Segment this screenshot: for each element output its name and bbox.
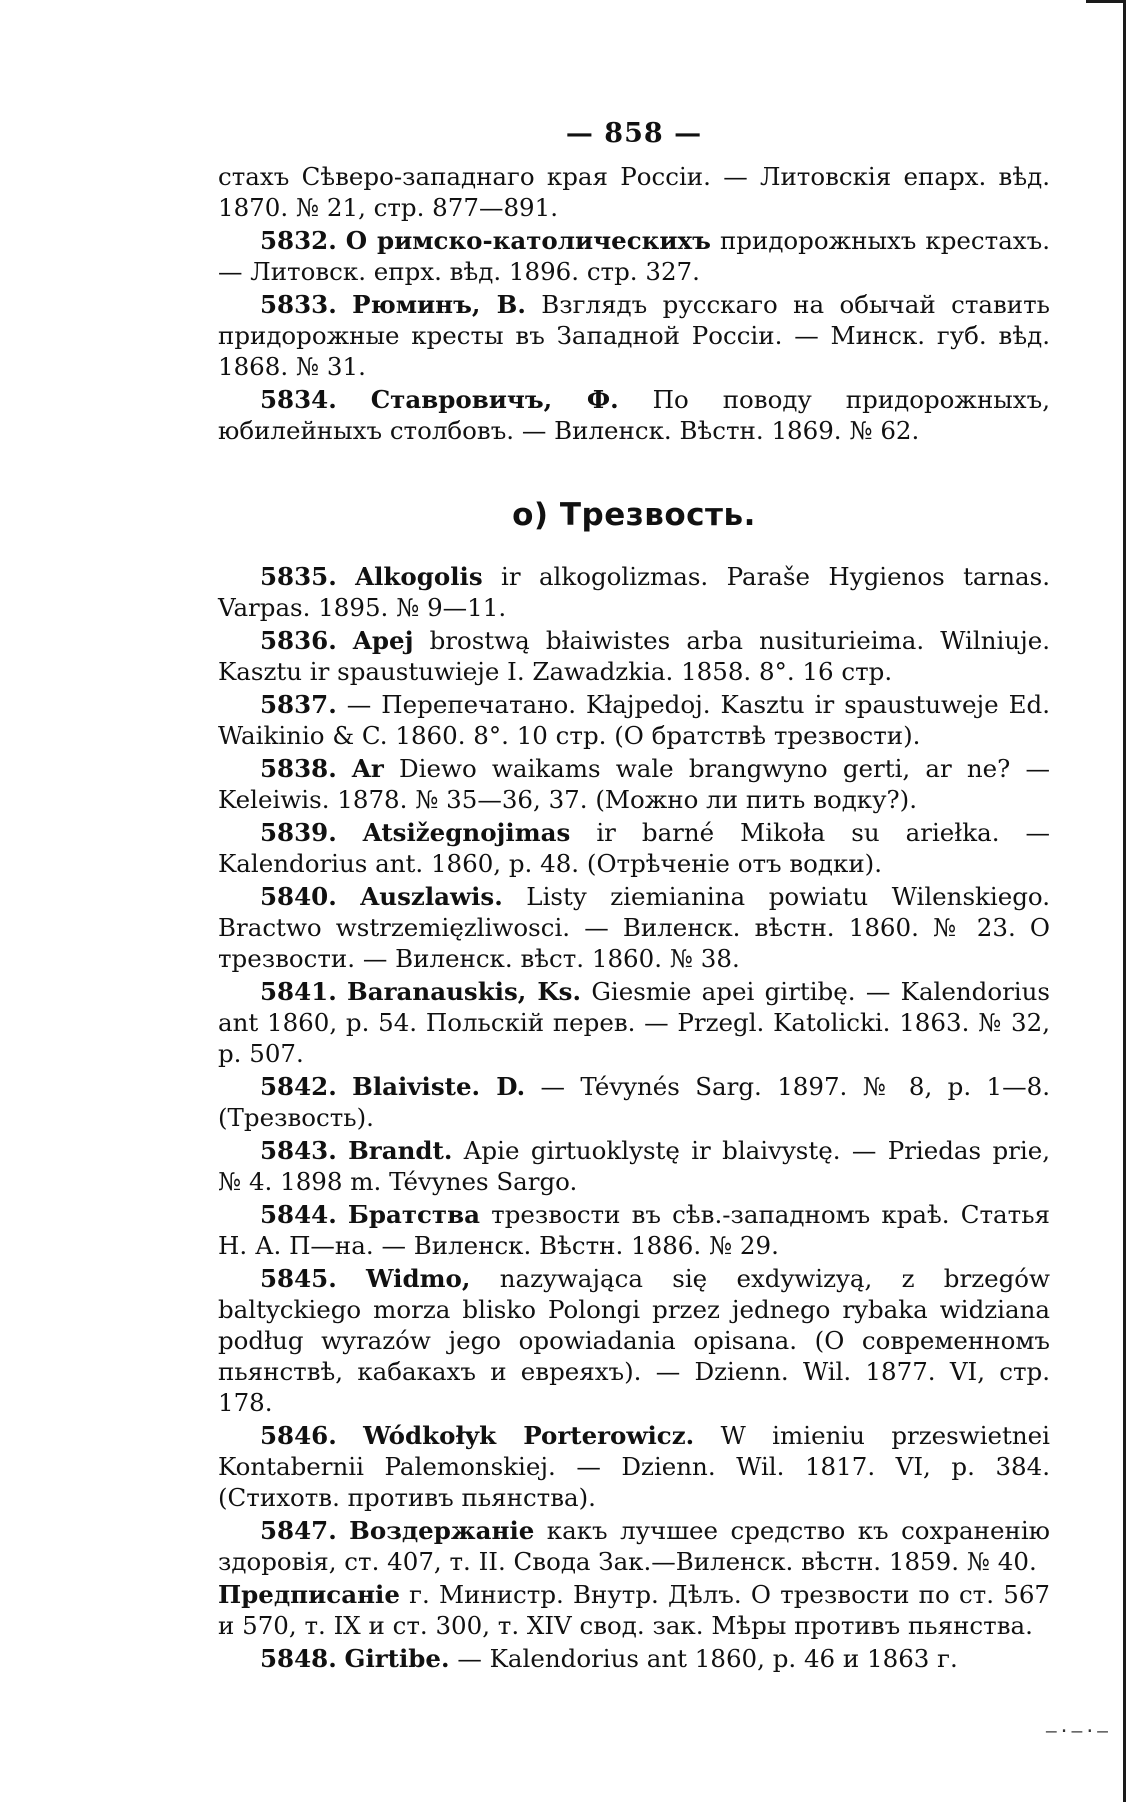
entry-number: 5835.: [260, 562, 337, 591]
entry-text: Listy ziemianina powiatu Wilenskiego. Bractwo wstrzemięzliwosci. — Виленск. вѣстн. 1860. № 23. О трезвости. — Виленск. вѣст. 1860. № 38.: [218, 882, 1050, 973]
entry-text: W imieniu przeswietnei Kontabernii Palemonskiej. — Dzienn. Wil. 1817. VI, p. 384. (Стихотв. противъ пьянства).: [218, 1421, 1051, 1512]
bibliography-entry: [218, 225, 1050, 287]
entry-author: Atsižegnojimas: [362, 818, 571, 847]
bibliography-entry: [218, 881, 1050, 974]
entry-text: По поводу придорожныхъ, юбилейныхъ столбовъ. — Виленск. Вѣстн. 1869. № 62.: [218, 385, 1050, 445]
prescription-entry: [218, 1579, 1050, 1641]
entry-text: Diewo waikams wale brangwyno gerti, ar ne? — Keleiwis. 1878. № 35—36, 37. (Можно ли пить водку?).: [218, 754, 1050, 814]
entry-text: Apie girtuoklystę ir blaivystę. — Priedas prie, № 4. 1898 m. Tévynes Sargo.: [218, 1136, 1050, 1196]
bibliography-entry: [218, 689, 1050, 751]
bibliography-entry: [218, 1420, 1050, 1513]
bibliography-entry-last: [218, 1643, 1050, 1674]
entry-text: придорожныхъ крестахъ. — Литовск. епрх. вѣд. 1896. стр. 327.: [218, 226, 1050, 286]
entry-author: О римско-католическихъ: [345, 226, 711, 255]
bibliography-entry: [218, 753, 1050, 815]
entry-text: — Tévynés Sarg. 1897. № 8, p. 1—8. (Трезвость).: [218, 1072, 1050, 1132]
entry-text: Giesmie apei girtibę. — Kalendorius ant 1860, p. 54. Польскій перев. — Przegl. Katolicki. 1863. № 32, p. 507.: [218, 977, 1050, 1068]
bibliography-entry: [218, 561, 1050, 623]
bibliography-entry: [218, 817, 1050, 879]
entry-number: 5838.: [260, 754, 337, 783]
entry-text: трезвости въ сѣв.-западномъ краѣ. Статья Н. А. П—на. — Виленск. Вѣстн. 1886. № 29.: [218, 1200, 1050, 1260]
entry-text: nazywająca się exdywizyą, z brzegów baltyckiego morza blisko Polongi przez jednego rybaka widziana podług wyrazów jego opowiadania opisana. (О современномъ пьянствѣ, кабакахъ и евреяхъ). — Dzienn. Wil. 1877. VI, стр. 178.: [218, 1264, 1051, 1417]
entry-author: Girtibe.: [344, 1644, 450, 1673]
entry-number: 5842.: [260, 1072, 337, 1101]
entry-text: Взглядъ русскаго на обычай ставить придорожные кресты въ Западной Россіи. — Минск. губ. вѣд. 1868. № 31.: [218, 290, 1050, 381]
footer-mark: —·—·—: [1045, 1721, 1110, 1742]
entry-text: — Kalendorius ant 1860, p. 46 и 1863 г.: [449, 1644, 958, 1673]
entry-author: Wódkołyk Porterowicz.: [363, 1421, 695, 1450]
entry-author: Alkogolis: [355, 562, 483, 591]
entry-text: ir barné Mikoła su ariełka. — Kalendorius ant. 1860, p. 48. (Отрѣченіе отъ водки).: [218, 818, 1051, 878]
entry-author: Widmo,: [366, 1264, 471, 1293]
entry-author: Blaiviste. D.: [352, 1072, 526, 1101]
bibliography-entry: [218, 1199, 1050, 1261]
entry-author: Baranauskis, Ks.: [347, 977, 581, 1006]
entry-author: Братства: [347, 1200, 481, 1229]
bibliography-entry: [218, 976, 1050, 1069]
entry-number: 5841.: [260, 977, 337, 1006]
entry-text: какъ лучшее средство къ сохраненію здоровія, ст. 407, т. II. Свода Зак.—Виленск. вѣстн. 1859. № 40.: [218, 1516, 1050, 1576]
page-number: — 858 —: [565, 118, 703, 149]
bibliography-entry: [218, 1071, 1050, 1133]
bibliography-entry: [218, 289, 1050, 382]
entry-number: 5844.: [260, 1200, 337, 1229]
entry-author: Ставровичъ, Ф.: [370, 385, 619, 414]
bibliography-entry: [218, 1515, 1050, 1577]
prescription-author: Предписаніе: [218, 1580, 400, 1609]
entry-number: 5834.: [260, 385, 337, 414]
entry-author: Brandt.: [348, 1136, 453, 1165]
entries-after-list: [218, 561, 1050, 1577]
entry-author: Ar: [351, 754, 384, 783]
entry-number: 5848.: [260, 1644, 337, 1673]
entry-number: 5837.: [260, 690, 337, 719]
entry-text: brostwą błaiwistes arba nusiturieima. Wilniuje. Kasztu ir spaustuwieje I. Zawadzkia. 1858. 8°. 16 стр.: [218, 626, 1051, 686]
scan-edge-top: [1086, 0, 1126, 3]
bibliography-entry: [218, 384, 1050, 446]
intro-continuation: стахъ Сѣверо-западнаго края Россіи. — Литовскія епарх. вѣд. 1870. № 21, стр. 877—891.: [218, 162, 1050, 222]
entry-number: 5843.: [260, 1136, 337, 1165]
entries-before-list: [218, 225, 1050, 446]
document-page: [218, 118, 1050, 1676]
entry-number: 5840.: [260, 882, 337, 911]
entry-number: 5845.: [260, 1264, 337, 1293]
bibliography-entry: [218, 1263, 1050, 1418]
entry-number: 5839.: [260, 818, 337, 847]
section-heading: о) Трезвость.: [512, 497, 756, 533]
prescription-text: г. Министр. Внутр. Дѣлъ. О трезвости по ст. 567 и 570, т. IX и ст. 300, т. XIV свод. зак. Мѣры противъ пьянства.: [218, 1580, 1050, 1640]
entry-author: Apej: [352, 626, 414, 655]
entry-number: 5832.: [260, 226, 337, 255]
entry-number: 5833.: [260, 290, 337, 319]
bibliography-entry: [218, 1135, 1050, 1197]
entry-text: ir alkogolizmas. Paraše Hygienos tarnas. Varpas. 1895. № 9—11.: [218, 562, 1050, 622]
entry-number: 5836.: [260, 626, 337, 655]
entry-text: — Перепечатано. Kłajpedoj. Kasztu ir spaustuweje Ed. Waikinio & C. 1860. 8°. 10 стр. (О братствѣ трезвости).: [218, 690, 1050, 750]
entry-number: 5847.: [260, 1516, 337, 1545]
bibliography-entry: [218, 625, 1050, 687]
scan-edge: [1123, 0, 1126, 1802]
entry-author: Воздержаніе: [349, 1516, 535, 1545]
entry-author: Auszlawis.: [360, 882, 503, 911]
entry-number: 5846.: [260, 1421, 337, 1450]
entry-author: Рюминъ, В.: [352, 290, 526, 319]
